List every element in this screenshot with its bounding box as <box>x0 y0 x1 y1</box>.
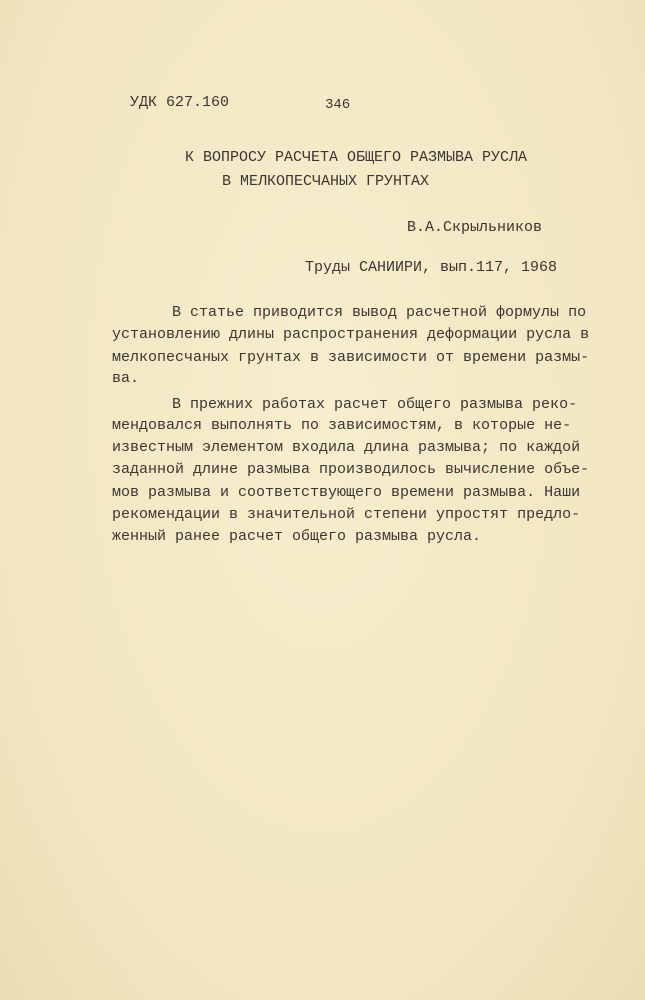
title-line-2: В МЕЛКОПЕСЧАНЫХ ГРУНТАХ <box>222 173 430 190</box>
body-line: рекомендации в значительной степени упростят предло- <box>112 506 581 523</box>
udc-code: УДК 627.160 <box>130 94 230 111</box>
title-line-1: К ВОПРОСУ РАСЧЕТА ОБЩЕГО РАЗМЫВА РУСЛА <box>185 149 528 166</box>
body-line: установлению длины распространения деформации русла в <box>112 326 590 343</box>
body-line: известным элементом входила длина размыва; по каждой <box>112 439 581 456</box>
body-line: женный ранее расчет общего размыва русла. <box>112 528 482 545</box>
author: В.А.Скрыльников <box>407 219 543 236</box>
body-line: мендовался выполнять по зависимостям, в которые не- <box>112 417 572 434</box>
body-line: В статье приводится вывод расчетной формулы по <box>172 304 587 321</box>
page-number: 346 <box>325 97 351 113</box>
body-line: заданной длине размыва производилось вычисление объе- <box>112 461 590 478</box>
body-line: мелкопесчаных грунтах в зависимости от времени размы- <box>112 349 590 366</box>
body-line: В прежних работах расчет общего размыва реко- <box>172 396 578 413</box>
source-citation: Труды САНИИРИ, вып.117, 1968 <box>305 259 558 276</box>
body-line: ва. <box>112 370 140 387</box>
body-line: мов размыва и соответствующего времени размыва. Наши <box>112 484 581 501</box>
